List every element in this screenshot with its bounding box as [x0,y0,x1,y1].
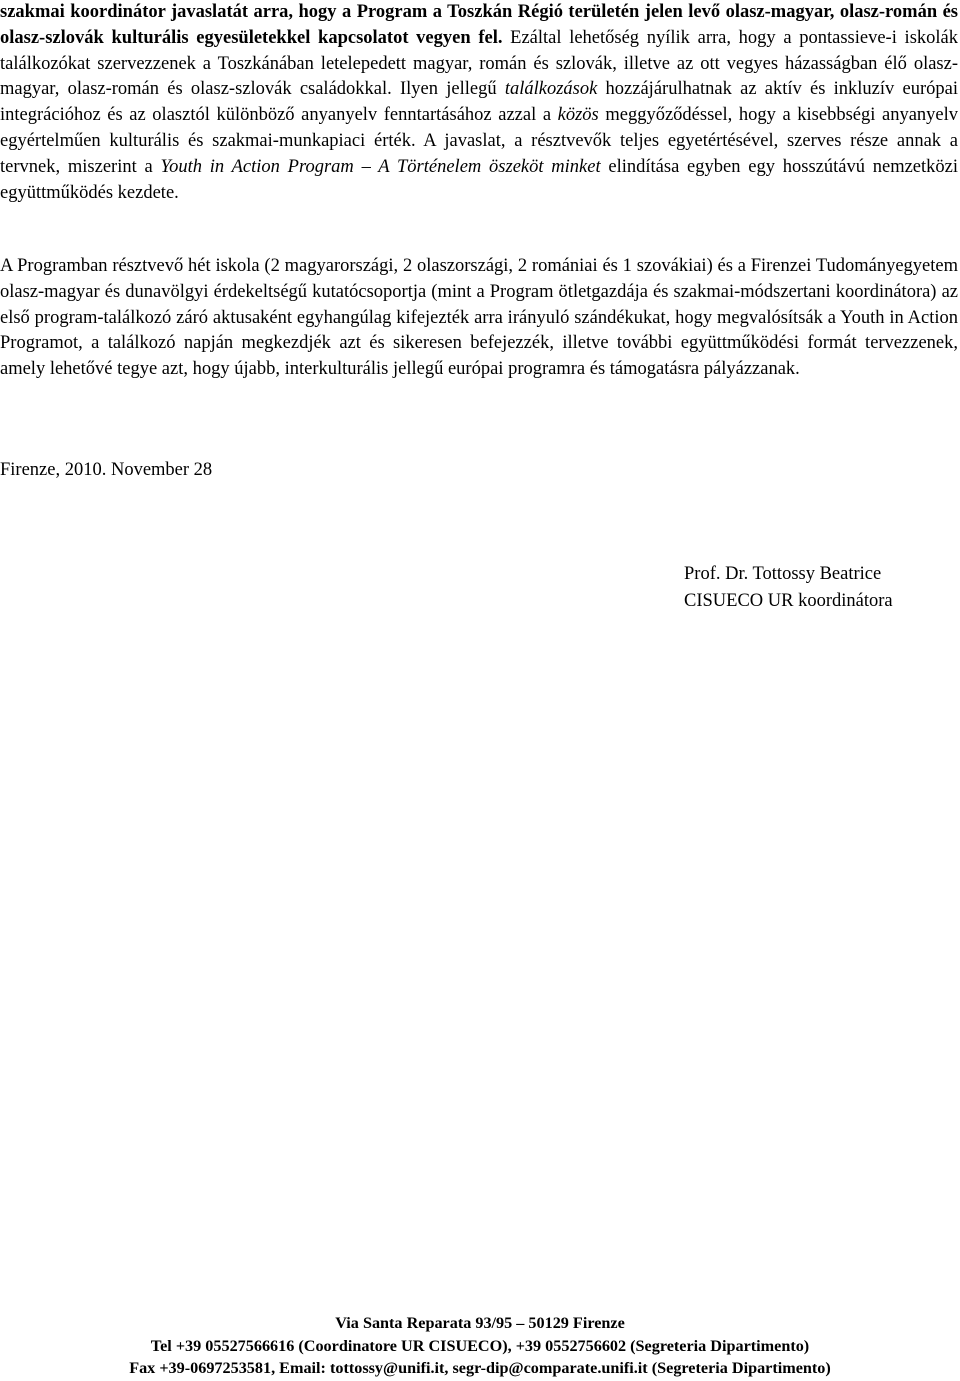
italic-term-talalkozasok: találkozások [504,79,598,100]
footer-phone: Tel +39 05527566616 (Coordinatore UR CISUECO), +39 0552756602 (Segreteria Dipartimento) [150,1336,810,1355]
dateline: Firenze, 2010. November 28 [0,460,213,480]
signatory-role: CISUECO UR koordinátora [684,591,893,611]
italic-term-kozos: közös [557,105,599,126]
paragraph-1-text-c: meggyőződéssel, hogy a kisebbségi anyanyelv egyértelműen kulturális és szakmai-munkapiaci érték. A javaslat, a résztvevők teljes egyetértésével, szerves része annak a tervnek, miszerint a [0,105,959,177]
paragraph-1-text-b: hozzájárulhatnak az aktív és inkluzív európai integrációhoz és az olasztól különböző anyanyelv fenntartásához azzal a [0,79,958,126]
body-paragraph-2: A Programban résztvevő hét iskola (2 magyarországi, 2 olaszországi, 2 romániai és 1 szovákiai) és a Firenzei Tudományegyetem olasz-magyar és dunavölgyi érdekeltségű kutatócsoportja (mint a Program ötletgazdája és szakmai-módszertani koordinátora) az első program-találkozó záró aktusaként egyhangúlag kifejezték arra irányuló szándékukat, hogy megvalósítsák a Youth in Action Programot, a találkozó napján megkezdjék azt és sikeresen befejezzék, illetve további együttműködési formát tervezzenek, amely lehetővé tegye azt, hogy újabb, interkulturális jellegű európai programra és támogatásra pályázzanak. [0,256,958,380]
footer-address: Via Santa Reparata 93/95 – 50129 Firenze [335,1314,625,1332]
page-footer [0,1312,960,1380]
signatory-name: Prof. Dr. Tottossy Beatrice [684,564,882,584]
signature-block [684,561,893,615]
italic-program-title: Youth in Action Program – A Történelem öszeköt minket [160,156,601,177]
bold-lead-text: szakmai koordinátor javaslatát arra, hogy a Program a Toszkán Régió területén jelen levő olasz-magyar, olasz-román és olasz-szlovák kulturális egyesületekkel kapcsolatot vegyen fel. [0,2,958,48]
body-paragraph-1 [0,0,958,206]
footer-fax-email: Fax +39-0697253581, Email: tottossy@unifi.it, segr-dip@comparate.unifi.it (Segreteria Dipartimento) [129,1359,831,1377]
paragraph-1-text-d: elindítása egyben egy hosszútávú nemzetközi együttműködés kezdete. [0,156,959,203]
paragraph-1-text-a: Ezáltal lehetőség nyílik arra, hogy a pontassieve-i iskolák találkozókat szervezzenek a Toszkánában letelepedett magyar, román és szlovák, illetve az ott vegyes házasságban élő olasz-magyar, olasz-román és olasz-szlovák családokkal. Ilyen jellegű [0,27,958,100]
